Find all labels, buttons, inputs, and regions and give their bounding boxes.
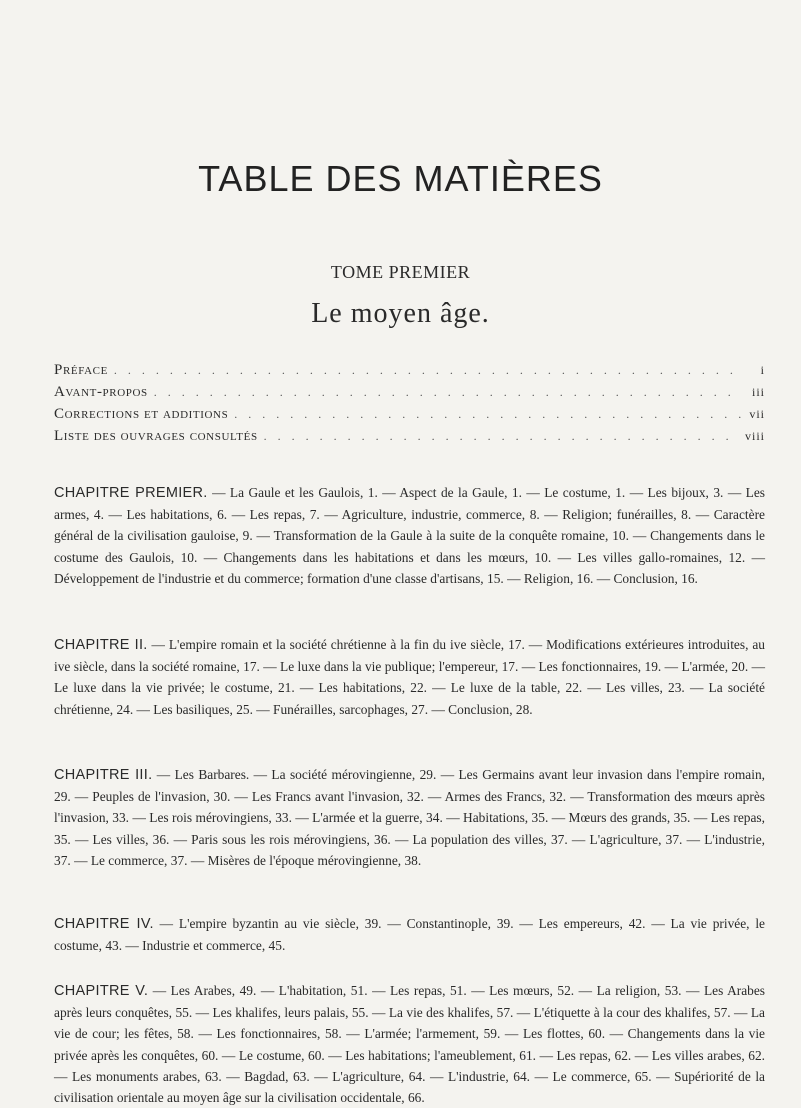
entry-page: iii [751,385,765,399]
entry-page: viii [744,429,765,443]
chapter-heading[interactable]: CHAPITRE PREMIER. [54,485,208,501]
front-matter-entry[interactable] [54,384,765,406]
leader-dots [264,429,739,444]
page-title: TABLE DES MATIÈRES [198,158,603,199]
part-title: Le moyen âge. [311,298,490,329]
front-matter-list [54,362,765,450]
chapter-5-entry [54,980,765,1108]
chapter-heading[interactable]: CHAPITRE IV. [54,916,154,932]
front-matter-entry[interactable] [54,362,765,384]
leader-dots [234,407,741,422]
entry-label: Préface [54,362,108,378]
chapter-heading[interactable]: CHAPITRE III. [54,767,153,783]
entry-label: Corrections et additions [54,406,229,422]
chapter-heading[interactable]: CHAPITRE V. [54,983,149,999]
volume-title: TOME PREMIER [330,262,471,282]
front-matter-entry[interactable] [54,406,765,428]
entry-label: Avant-propos [54,384,148,400]
chapter-summary: — L'empire romain et la société chrétienne à la fin du ive siècle, 17. — Modifications extérieures introduites, au ive siècle, dans la société romaine, 17. — Le luxe dans la vie publique; l'empereur, 17. — Les fonctionnaires, 19. — L'armée, 20. — Le luxe dans la vie privée; le costume, 21. — Les habitations, 22. — Le luxe de la table, 22. — Les villes, 23. — La société chrétienne, 24. — Les basiliques, 25. — Funérailles, sarcophages, 27. — Conclusion, 28. [54,637,766,717]
entry-label: Liste des ouvrages consultés [54,428,258,444]
entry-page: vii [749,407,765,421]
leader-dots [154,385,741,400]
chapter-summary: — L'empire byzantin au vie siècle, 39. — Constantinople, 39. — Les empereurs, 42. — La vie privée, le costume, 43. — Industrie et commerce, 45. [54,916,765,954]
chapter-3-entry [54,764,765,871]
chapter-2-entry [54,634,765,720]
entry-page: i [760,363,765,377]
chapter-heading[interactable]: CHAPITRE II. [54,637,148,653]
chapter-4-entry [54,913,765,956]
chapter-summary: — La Gaule et les Gaulois, 1. — Aspect de la Gaule, 1. — Le costume, 1. — Les bijoux, 3. — Les armes, 4. — Les habitations, 6. — Les repas, 7. — Agriculture, industrie, commerce, 8. — Religion; funérailles, 8. — Caractère général de la civilisation gauloise, 9. — Transformation de la Gaule à la suite de la conquête romaine, 10. — Changements dans le costume des Gaulois, 10. — Changements dans les habitations et dans les mœurs, 10. — Les villes gallo-romaines, 12. — Développement de l'industrie et du commerce; formation d'une classe d'artisans, 15. — Religion, 16. — Conclusion, 16. [54,485,765,586]
chapter-summary: — Les Arabes, 49. — L'habitation, 51. — Les repas, 51. — Les mœurs, 52. — La religion, 53. — Les Arabes après leurs conquêtes, 55. — Les khalifes, leurs palais, 55. — La vie des khalifes, 57. — L'étiquette à la cour des khalifes, 57. — La vie de cour; les fêtes, 58. — Les fonctionnaires, 58. — L'armée; l'armement, 59. — Les flottes, 60. — Changements dans la vie privée après les conquêtes, 60. — Le costume, 60. — Les habitations; l'ameublement, 61. — Les repas, 62. — Les villes arabes, 62. — Les monuments arabes, 63. — Bagdad, 63. — L'agriculture, 64. — L'industrie, 64. — Le commerce, 65. — Supériorité de la civilisation orientale au moyen âge sur la civilisation occidentale, 66. [54,983,765,1106]
chapter-summary: — Les Barbares. — La société mérovingienne, 29. — Les Germains avant leur invasion dans l'empire romain, 29. — Peuples de l'invasion, 30. — Les Francs avant l'invasion, 32. — Armes des Francs, 32. — Transformation des mœurs après l'invasion, 33. — Les rois mérovingiens, 33. — L'armée et la guerre, 34. — Habitations, 35. — Mœurs des grands, 35. — Les repas, 35. — Les villes, 36. — Paris sous les rois mérovingiens, 36. — La population des villes, 37. — L'agriculture, 37. — L'industrie, 37. — Le commerce, 37. — Misères de l'époque mérovingienne, 38. [54,767,765,868]
chapter-1-entry [54,482,765,589]
front-matter-entry[interactable] [54,428,765,450]
leader-dots [114,363,741,378]
